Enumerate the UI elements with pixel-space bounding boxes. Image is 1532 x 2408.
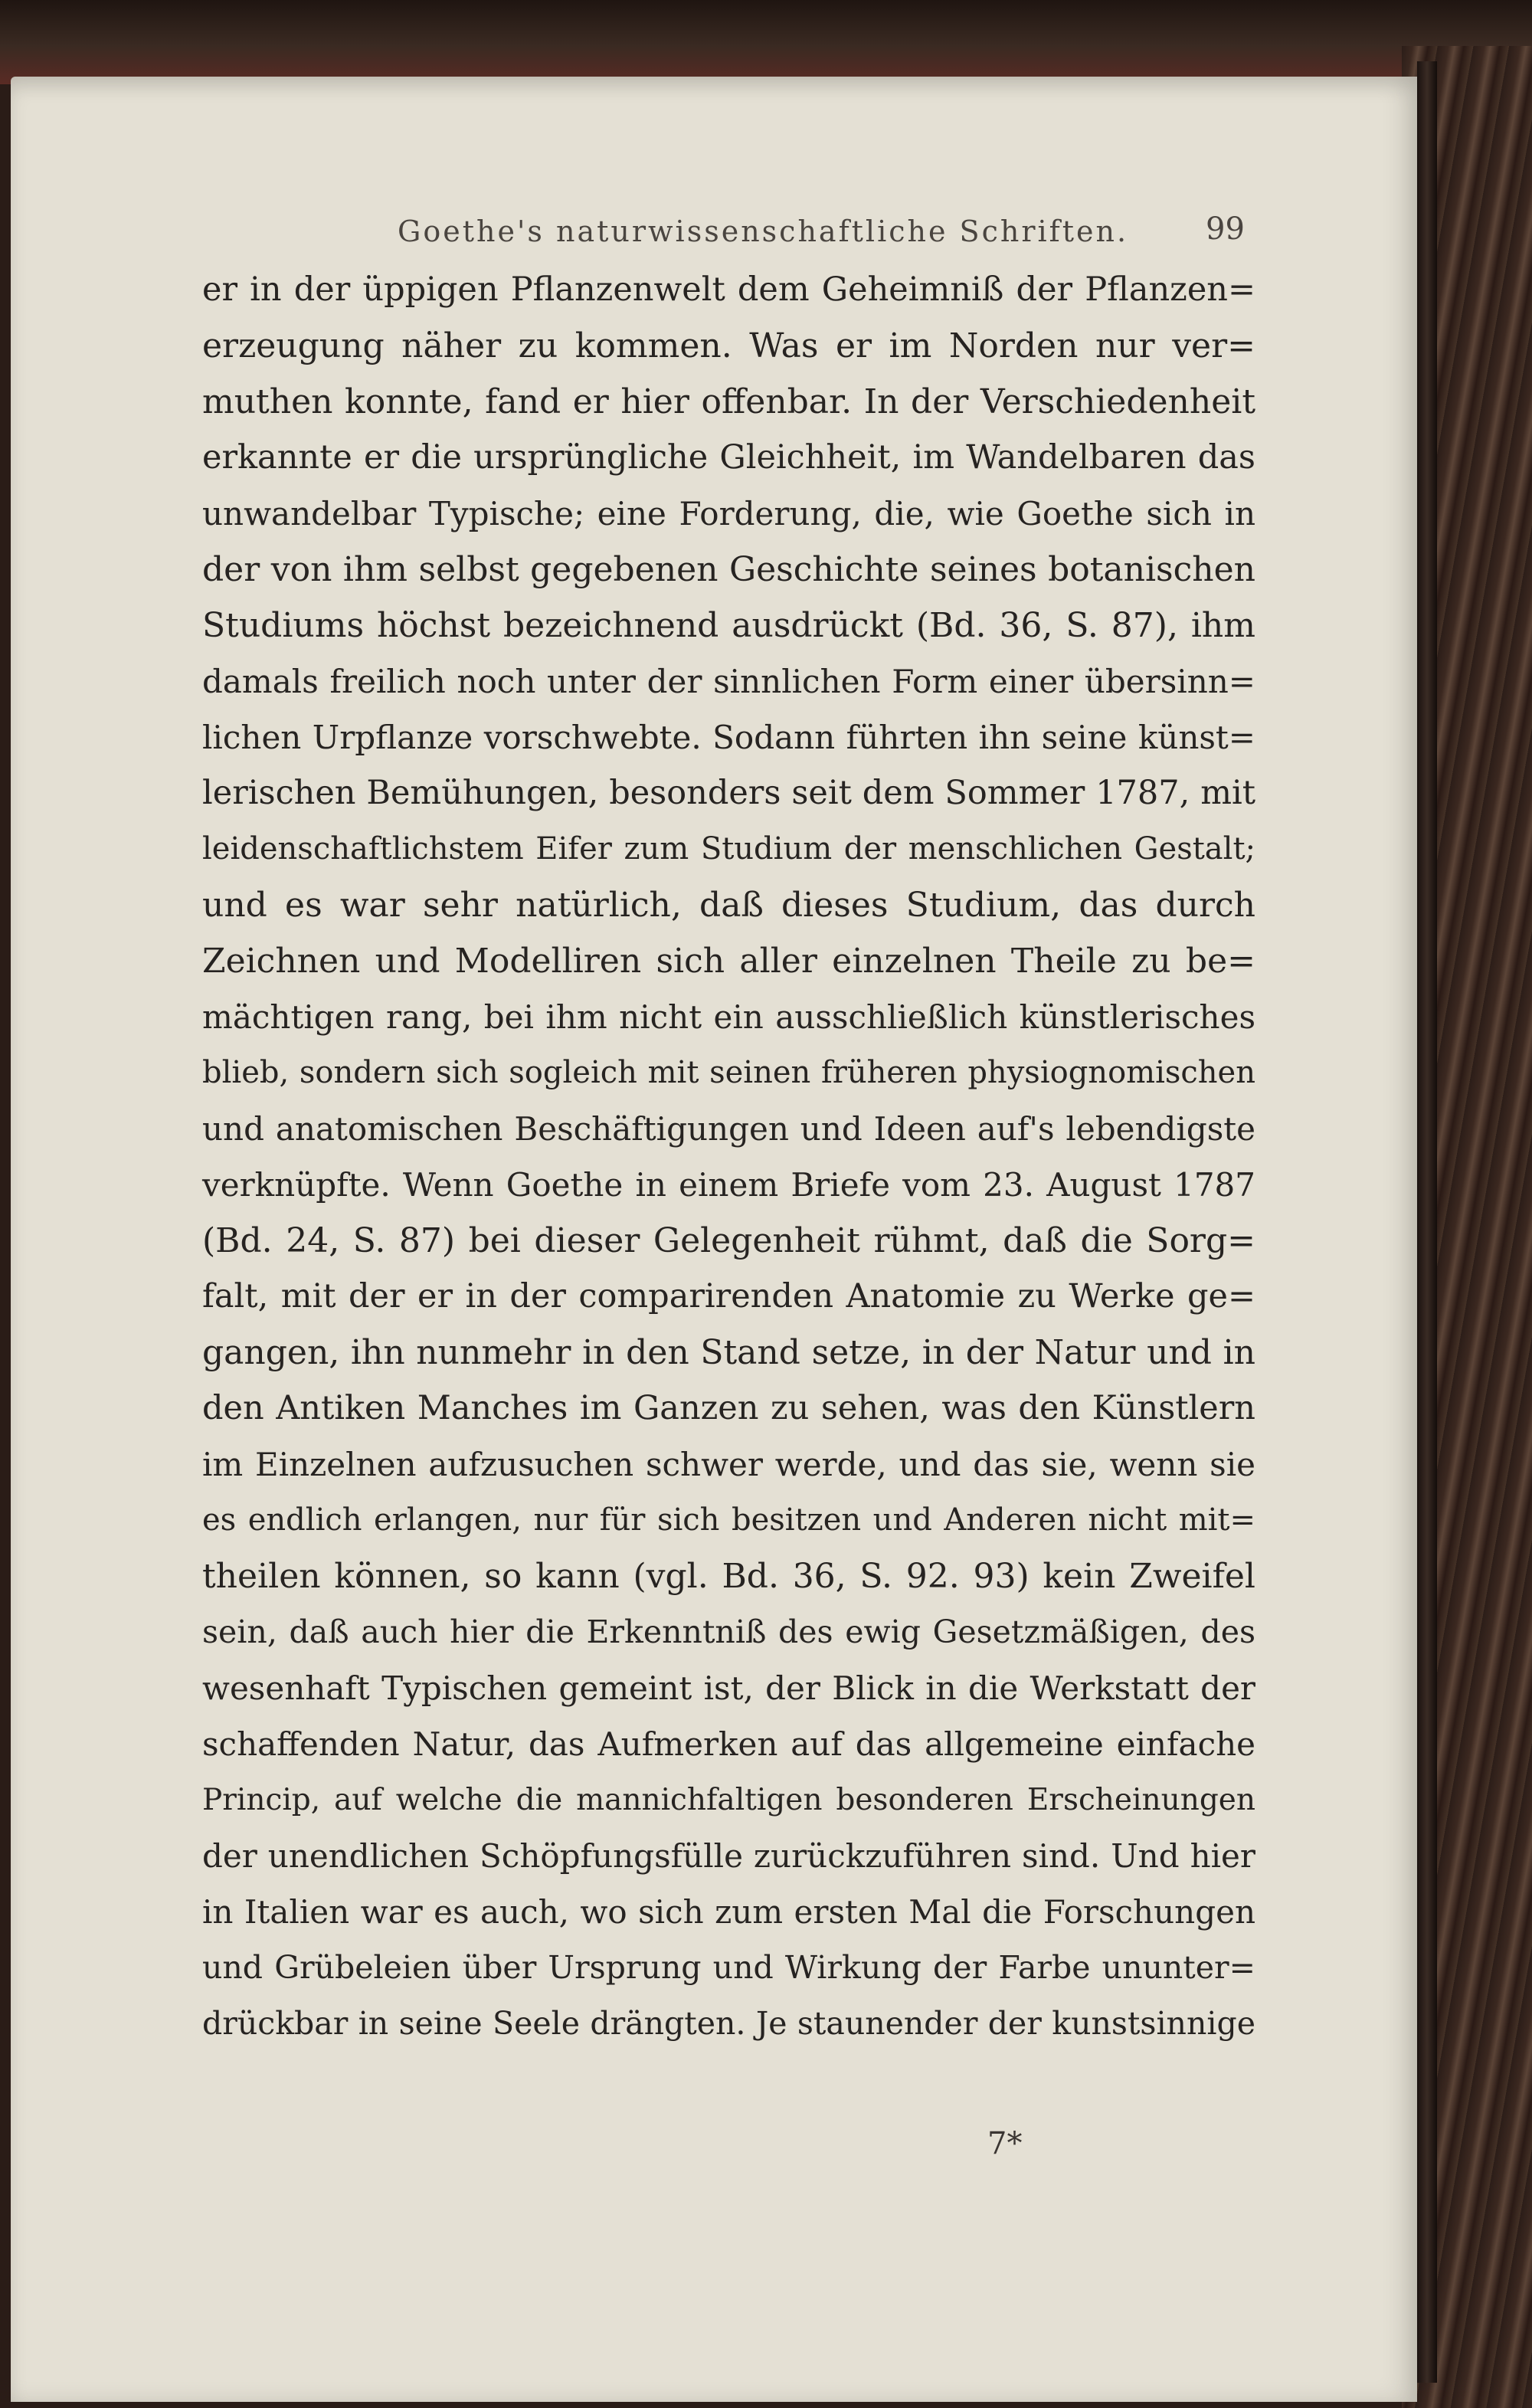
- text-line: mächtigen rang, bei ihm nicht ein ausschließlich künstlerisches: [202, 998, 1255, 1036]
- signature-mark: 7*: [987, 2126, 1023, 2161]
- text-line: lerischen Bemühungen, besonders seit dem Sommer 1787, mit: [202, 774, 1255, 812]
- book-page: [11, 77, 1417, 2402]
- body-text: [202, 262, 1255, 2052]
- text-line: wesenhaft Typischen gemeint ist, der Blick in die Werkstatt der: [202, 1669, 1255, 1707]
- text-line: Princip, auf welche die mannichfaltigen besonderen Erscheinungen: [202, 1783, 1255, 1817]
- text-line: drückbar in seine Seele drängten. Je staunender der kunstsinnige: [202, 2005, 1255, 2042]
- text-line: erzeugung näher zu kommen. Was er im Norden nur ver=: [202, 326, 1255, 365]
- page-number: 99: [1206, 211, 1245, 247]
- text-line: Studiums höchst bezeichnend ausdrückt (Bd. 36, S. 87), ihm: [202, 606, 1255, 645]
- text-line: damals freilich noch unter der sinnlichen Form einer übersinn=: [202, 663, 1255, 700]
- text-line: sein, daß auch hier die Erkenntniß des ewig Gesetzmäßigen, des: [202, 1614, 1255, 1650]
- text-line: er in der üppigen Pflanzenwelt dem Geheimniß der Pflanzen=: [202, 270, 1255, 309]
- text-line: Zeichnen und Modelliren sich aller einzelnen Theile zu be=: [202, 942, 1255, 981]
- text-line: lichen Urpflanze vorschwebte. Sodann führten ihn seine künst=: [202, 719, 1255, 756]
- text-line: in Italien war es auch, wo sich zum ersten Mal die Forschungen: [202, 1893, 1255, 1931]
- text-line: (Bd. 24, S. 87) bei dieser Gelegenheit rühmt, daß die Sorg=: [202, 1221, 1255, 1260]
- text-line: unwandelbar Typische; eine Forderung, die, wie Goethe sich in: [202, 495, 1255, 532]
- page-header: [11, 207, 1417, 253]
- text-line: verknüpfte. Wenn Goethe in einem Briefe vom 23. August 1787: [202, 1166, 1255, 1204]
- text-line: gangen, ihn nunmehr in den Stand setze, in der Natur und in: [202, 1333, 1255, 1372]
- text-line: muthen konnte, fand er hier offenbar. In der Verschiedenheit: [202, 382, 1255, 421]
- text-line: und anatomischen Beschäftigungen und Ideen auf's lebendigste: [202, 1110, 1255, 1148]
- text-line: und Grübeleien über Ursprung und Wirkung der Farbe ununter=: [202, 1949, 1255, 1986]
- text-line: leidenschaftlichstem Eifer zum Studium der menschlichen Gestalt;: [202, 831, 1255, 867]
- text-line: der unendlichen Schöpfungsfülle zurückzuführen sind. Und hier: [202, 1837, 1255, 1875]
- text-line: erkannte er die ursprüngliche Gleichheit, im Wandelbaren das: [202, 438, 1255, 477]
- text-line: der von ihm selbst gegebenen Geschichte seines botanischen: [202, 550, 1255, 589]
- page-stack-edge: [1417, 61, 1437, 2383]
- text-line: falt, mit der er in der comparirenden Anatomie zu Werke ge=: [202, 1277, 1255, 1315]
- text-line: im Einzelnen aufzusuchen schwer werde, und das sie, wenn sie: [202, 1446, 1255, 1483]
- text-line: blieb, sondern sich sogleich mit seinen früheren physiognomischen: [202, 1055, 1255, 1090]
- book-cover-top-edge: [0, 0, 1532, 84]
- text-line: den Antiken Manches im Ganzen zu sehen, was den Künstlern: [202, 1389, 1255, 1427]
- text-line: es endlich erlangen, nur für sich besitzen und Anderen nicht mit=: [202, 1502, 1255, 1538]
- text-line: schaffenden Natur, das Aufmerken auf das allgemeine einfache: [202, 1725, 1255, 1763]
- running-head: Goethe's naturwissenschaftliche Schriften.: [398, 215, 1129, 248]
- text-line: theilen können, so kann (vgl. Bd. 36, S. 92. 93) kein Zweifel: [202, 1557, 1255, 1596]
- text-line: und es war sehr natürlich, daß dieses Studium, das durch: [202, 886, 1255, 925]
